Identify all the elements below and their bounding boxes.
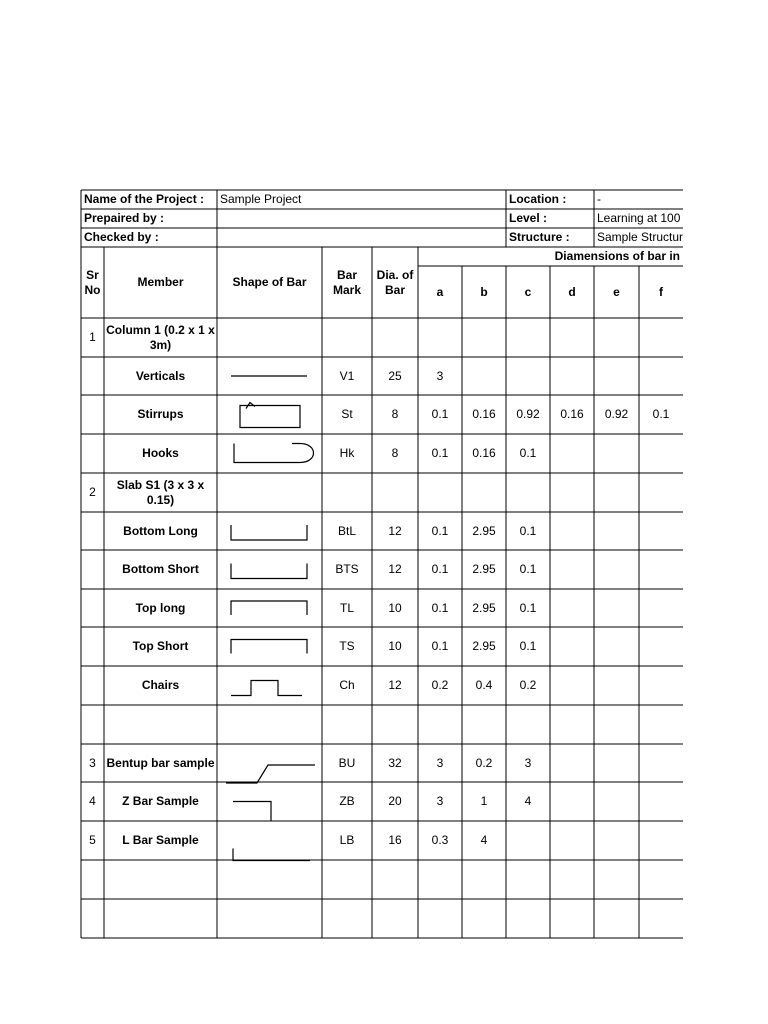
row-member-text: L Bar Sample (122, 833, 199, 847)
row-member-text: Bentup bar sample (106, 755, 215, 770)
row-dim-d (550, 512, 594, 550)
level-value-text: Learning at 100 (597, 211, 681, 225)
row-dim-e (594, 395, 639, 434)
row-dim-e (594, 550, 639, 589)
row-dim-f (639, 821, 683, 860)
row-dim-d-text: 0.16 (560, 407, 584, 421)
row-bar-mark-text: V1 (339, 368, 355, 383)
row-dim-c (506, 589, 550, 627)
row-dim-f (639, 705, 683, 744)
row-bar-mark (322, 473, 372, 512)
row-dim-d (550, 899, 594, 938)
row-dim-d (550, 666, 594, 705)
row-dia-text: 10 (388, 639, 402, 653)
header-sr-no (81, 247, 104, 318)
row-dim-f (639, 744, 683, 782)
row-dim-a (418, 395, 462, 434)
row-dim-f (639, 395, 683, 434)
row-sr-no (81, 357, 104, 395)
row-dim-c (506, 744, 550, 782)
row-dim-c (506, 395, 550, 434)
row-bar-mark-text: LB (339, 833, 355, 847)
row-member (104, 434, 217, 473)
project-name-value (217, 190, 506, 209)
row-dia (372, 899, 418, 938)
row-member (104, 744, 217, 782)
header-dim-f (639, 266, 683, 318)
header-dim-d (550, 266, 594, 318)
structure-label-text: Structure : (509, 230, 570, 244)
row-bar-mark-text: ZB (339, 794, 355, 808)
row-dim-a (418, 318, 462, 357)
prepared-by-label (81, 209, 217, 228)
header-shape-of-bar (217, 247, 322, 318)
row-sr-no-text: 4 (89, 794, 96, 808)
row-dim-e (594, 860, 639, 899)
location-value (594, 190, 743, 209)
row-dim-c (506, 627, 550, 666)
row-bar-mark (322, 318, 372, 357)
row-dim-f (639, 512, 683, 550)
hook-bar-icon (234, 444, 314, 463)
project-name-label-text: Name of the Project : (84, 192, 205, 206)
row-dim-a (418, 782, 462, 821)
row-dim-c (506, 782, 550, 821)
row-member-text: Chairs (141, 678, 180, 692)
header-dim-e-text: e (613, 284, 620, 299)
row-member (104, 860, 217, 899)
chair-bar-icon (231, 681, 302, 696)
prepared-by-label-text: Prepaired by : (84, 211, 165, 225)
structure-value (594, 228, 683, 247)
row-dim-a (418, 434, 462, 473)
row-dim-f (639, 627, 683, 666)
row-sr-no (81, 395, 104, 434)
header-bar-mark (322, 247, 372, 318)
row-dim-d (550, 782, 594, 821)
row-dim-a (418, 550, 462, 589)
row-bar-mark (322, 744, 372, 782)
row-dim-b-text: 1 (480, 794, 488, 808)
row-dim-f (639, 782, 683, 821)
row-dia (372, 550, 418, 589)
header-dim-b (462, 266, 506, 318)
project-name-label (81, 190, 217, 209)
row-dia (372, 357, 418, 395)
row-dim-c (506, 318, 550, 357)
header-dia-of-bar (372, 247, 418, 318)
row-member (104, 627, 217, 666)
row-dim-b-text: 4 (480, 833, 488, 847)
row-bar-mark-text: BtL (337, 523, 356, 538)
row-dim-b-text: 2.95 (472, 562, 496, 576)
header-dimensions-group (418, 247, 683, 266)
row-dia-text: 10 (388, 600, 402, 615)
row-dia (372, 318, 418, 357)
row-dim-a (418, 589, 462, 627)
row-dim-a (418, 744, 462, 782)
row-dim-b (462, 860, 506, 899)
row-member-text: Top Short (132, 639, 189, 653)
row-dim-a (418, 512, 462, 550)
u-bar-thick-icon (231, 525, 307, 540)
row-sr-no (81, 627, 104, 666)
row-dim-d (550, 473, 594, 512)
row-dim-a-text: 0.1 (431, 446, 449, 460)
header-dim-c (506, 266, 550, 318)
row-dim-e (594, 627, 639, 666)
row-member-text: Bottom Short (122, 562, 199, 576)
row-member (104, 782, 217, 821)
header-dim-e (594, 266, 639, 318)
row-dim-e (594, 318, 639, 357)
row-sr-no (81, 705, 104, 744)
row-dim-c-text: 0.1 (519, 639, 537, 653)
row-dim-e (594, 512, 639, 550)
row-bar-mark (322, 666, 372, 705)
row-dim-d (550, 434, 594, 473)
header-member-text: Member (137, 275, 184, 289)
row-dim-a (418, 705, 462, 744)
header-dimensions-group-text: Diamensions of bar in (554, 249, 680, 263)
row-dim-a (418, 821, 462, 860)
row-dim-a (418, 357, 462, 395)
row-dim-e (594, 744, 639, 782)
row-dia-text: 20 (388, 794, 402, 808)
row-dim-e-text: 0.92 (604, 407, 629, 421)
row-sr-no (81, 318, 104, 357)
row-sr-no (81, 782, 104, 821)
row-dim-b (462, 550, 506, 589)
row-dim-b (462, 434, 506, 473)
row-bar-mark (322, 860, 372, 899)
row-member (104, 589, 217, 627)
row-dim-d (550, 821, 594, 860)
row-dim-a-text: 0.1 (431, 523, 449, 538)
row-dim-e (594, 782, 639, 821)
row-bar-mark (322, 512, 372, 550)
row-dim-a-text: 0.3 (431, 833, 449, 847)
row-dia (372, 627, 418, 666)
row-bar-mark-text: Hk (339, 446, 355, 460)
bentup-bar-icon (226, 765, 315, 783)
row-dia (372, 744, 418, 782)
location-label-text: Location : (509, 192, 567, 206)
project-name-value-text: Sample Project (220, 192, 302, 206)
row-dim-a-text: 0.1 (431, 562, 449, 576)
header-dim-a (418, 266, 462, 318)
header-bar-mark-text: Bar Mark (332, 267, 361, 297)
row-dim-c-text: 3 (524, 755, 532, 770)
row-dia-text: 12 (388, 678, 402, 692)
row-dim-b-text: 2.95 (472, 523, 496, 538)
row-dim-e (594, 589, 639, 627)
row-dim-e (594, 666, 639, 705)
row-dim-b-text: 0.16 (472, 407, 496, 421)
row-dim-c-text: 4 (524, 794, 532, 808)
row-sr-no (81, 589, 104, 627)
row-dim-f (639, 550, 683, 589)
row-dia-text: 16 (388, 833, 402, 847)
row-sr-no-text: 2 (89, 485, 96, 499)
row-dim-e (594, 357, 639, 395)
row-sr-no (81, 821, 104, 860)
checked-by-label-text: Checked by : (84, 230, 159, 244)
row-dim-c (506, 821, 550, 860)
location-label (506, 190, 594, 209)
z-bar-icon (233, 802, 271, 822)
row-dim-b (462, 821, 506, 860)
row-dim-b-text: 2.95 (472, 600, 496, 615)
header-dim-d-text: d (568, 284, 576, 299)
row-member (104, 395, 217, 434)
row-dim-c (506, 705, 550, 744)
stirrup-bar-icon (240, 403, 300, 428)
row-dim-c (506, 899, 550, 938)
row-dim-c (506, 357, 550, 395)
row-dim-d (550, 705, 594, 744)
row-bar-mark-text: BTS (335, 562, 359, 576)
row-sr-no (81, 512, 104, 550)
header-dim-a-text: a (436, 284, 444, 299)
row-bar-mark-text: TS (339, 639, 355, 653)
row-dim-b-text: 0.2 (475, 755, 493, 770)
row-dim-f (639, 473, 683, 512)
row-bar-mark (322, 782, 372, 821)
row-dim-d (550, 589, 594, 627)
row-dim-a (418, 473, 462, 512)
row-member-text: Verticals (135, 368, 186, 383)
row-dim-a-text: 3 (436, 368, 444, 383)
row-member-text: Top long (135, 600, 186, 615)
row-dim-a (418, 627, 462, 666)
row-dim-b (462, 627, 506, 666)
row-dim-b (462, 318, 506, 357)
row-sr-no-text: 5 (89, 833, 96, 847)
row-member (104, 821, 217, 860)
row-dim-b (462, 782, 506, 821)
row-dim-a (418, 899, 462, 938)
header-dim-b-text: b (480, 284, 488, 299)
row-dia-text: 32 (388, 755, 402, 770)
row-sr-no (81, 666, 104, 705)
row-dia-text: 12 (388, 562, 402, 576)
row-dia (372, 705, 418, 744)
row-dim-b-text: 2.95 (472, 639, 496, 653)
row-member (104, 357, 217, 395)
l-bar-icon (233, 849, 310, 861)
row-dim-b-text: 0.16 (472, 446, 496, 460)
row-sr-no-text: 1 (89, 330, 96, 344)
row-dia-text: 25 (388, 368, 402, 383)
row-dim-f-text: 0.1 (652, 407, 670, 421)
row-dim-d (550, 550, 594, 589)
row-dim-b (462, 357, 506, 395)
row-member-text: Z Bar Sample (122, 794, 199, 808)
row-member (104, 318, 217, 357)
row-member-text: Bottom Long (123, 523, 198, 538)
row-sr-no (81, 744, 104, 782)
row-dia (372, 821, 418, 860)
row-dia (372, 589, 418, 627)
row-bar-mark (322, 434, 372, 473)
header-shape-of-bar-text: Shape of Bar (232, 275, 307, 289)
u-bar-icon (231, 564, 307, 579)
row-dim-f (639, 860, 683, 899)
row-dim-a-text: 0.1 (431, 407, 449, 421)
row-bar-mark (322, 705, 372, 744)
row-dim-c-text: 0.1 (519, 600, 537, 615)
row-dia (372, 395, 418, 434)
row-member (104, 899, 217, 938)
row-dim-b (462, 473, 506, 512)
row-dim-a (418, 860, 462, 899)
row-dim-b-text: 0.4 (475, 678, 493, 692)
row-dia-text: 12 (388, 523, 402, 538)
row-sr-no (81, 473, 104, 512)
row-dim-b (462, 589, 506, 627)
row-dim-f (639, 434, 683, 473)
row-dim-e (594, 434, 639, 473)
header-dia-of-bar-text: Dia. of Bar (376, 267, 414, 297)
row-bar-mark (322, 627, 372, 666)
row-dia-text: 8 (391, 446, 399, 460)
row-dim-c (506, 434, 550, 473)
row-dim-e (594, 899, 639, 938)
row-bar-mark-text: TL (339, 600, 354, 615)
prepared-by-value (217, 209, 506, 228)
header-member (104, 247, 217, 318)
row-dia (372, 512, 418, 550)
row-dia (372, 782, 418, 821)
row-dim-d (550, 860, 594, 899)
row-bar-mark (322, 550, 372, 589)
row-dim-a-text: 0.2 (431, 678, 449, 692)
row-bar-mark (322, 821, 372, 860)
level-label (506, 209, 594, 228)
row-sr-no (81, 860, 104, 899)
row-dim-d (550, 627, 594, 666)
row-dim-e (594, 821, 639, 860)
row-sr-no-text: 3 (89, 755, 96, 770)
row-dim-a-text: 0.1 (431, 600, 449, 615)
level-label-text: Level : (509, 211, 548, 225)
row-dim-d (550, 318, 594, 357)
row-dim-b (462, 395, 506, 434)
row-dim-b (462, 666, 506, 705)
row-sr-no (81, 434, 104, 473)
row-member-text: Column 1 (0.2 x 1 x 3m) (106, 322, 215, 352)
row-dim-c (506, 860, 550, 899)
row-dim-f (639, 318, 683, 357)
location-value-text: - (597, 192, 601, 206)
row-dim-c-text: 0.1 (519, 523, 537, 538)
checked-by-value (217, 228, 506, 247)
row-member-text: Slab S1 (3 x 3 x 0.15) (116, 477, 205, 507)
row-dia (372, 666, 418, 705)
row-member (104, 666, 217, 705)
row-bar-mark (322, 899, 372, 938)
inverted-u-bar-icon (231, 601, 307, 615)
row-bar-mark (322, 589, 372, 627)
row-bar-mark (322, 357, 372, 395)
row-bar-mark-text: Ch (339, 678, 355, 692)
row-bar-mark-text: St (341, 407, 353, 421)
row-dim-f (639, 589, 683, 627)
row-dim-c (506, 550, 550, 589)
row-dim-b (462, 899, 506, 938)
row-member (104, 473, 217, 512)
row-dim-e (594, 705, 639, 744)
row-dim-b (462, 744, 506, 782)
row-dia (372, 473, 418, 512)
header-dim-f-text: f (659, 284, 663, 299)
row-dim-a-text: 0.1 (431, 639, 449, 653)
row-dim-f (639, 666, 683, 705)
row-sr-no (81, 550, 104, 589)
header-dim-c-text: c (524, 284, 532, 299)
header-sr-no-text: Sr No (84, 267, 101, 297)
row-dim-e (594, 473, 639, 512)
row-dim-c (506, 512, 550, 550)
inverted-u-bar-icon (231, 640, 307, 654)
row-dim-a (418, 666, 462, 705)
row-dim-c (506, 666, 550, 705)
row-dim-c (506, 473, 550, 512)
row-dia-text: 8 (391, 407, 399, 421)
checked-by-label (81, 228, 217, 247)
level-value (594, 209, 683, 228)
row-dim-a-text: 3 (436, 794, 444, 808)
row-dim-d (550, 395, 594, 434)
row-dim-b (462, 512, 506, 550)
row-dim-b (462, 705, 506, 744)
row-dim-d (550, 357, 594, 395)
row-bar-mark-text: BU (338, 755, 356, 770)
row-sr-no (81, 899, 104, 938)
row-dia (372, 860, 418, 899)
row-dia (372, 434, 418, 473)
row-dim-c-text: 0.1 (519, 446, 537, 460)
row-member (104, 550, 217, 589)
structure-value-text: Sample Structur (597, 230, 683, 244)
row-dim-f (639, 899, 683, 938)
row-dim-d (550, 744, 594, 782)
row-dim-f (639, 357, 683, 395)
row-dim-c-text: 0.92 (516, 407, 540, 421)
row-dim-a-text: 3 (436, 755, 444, 770)
row-member (104, 705, 217, 744)
row-dim-c-text: 0.2 (519, 678, 537, 692)
row-member-text: Stirrups (137, 407, 184, 421)
row-dim-c-text: 0.1 (519, 562, 537, 576)
row-member (104, 512, 217, 550)
row-bar-mark (322, 395, 372, 434)
row-member-text: Hooks (142, 446, 179, 460)
structure-label (506, 228, 594, 247)
